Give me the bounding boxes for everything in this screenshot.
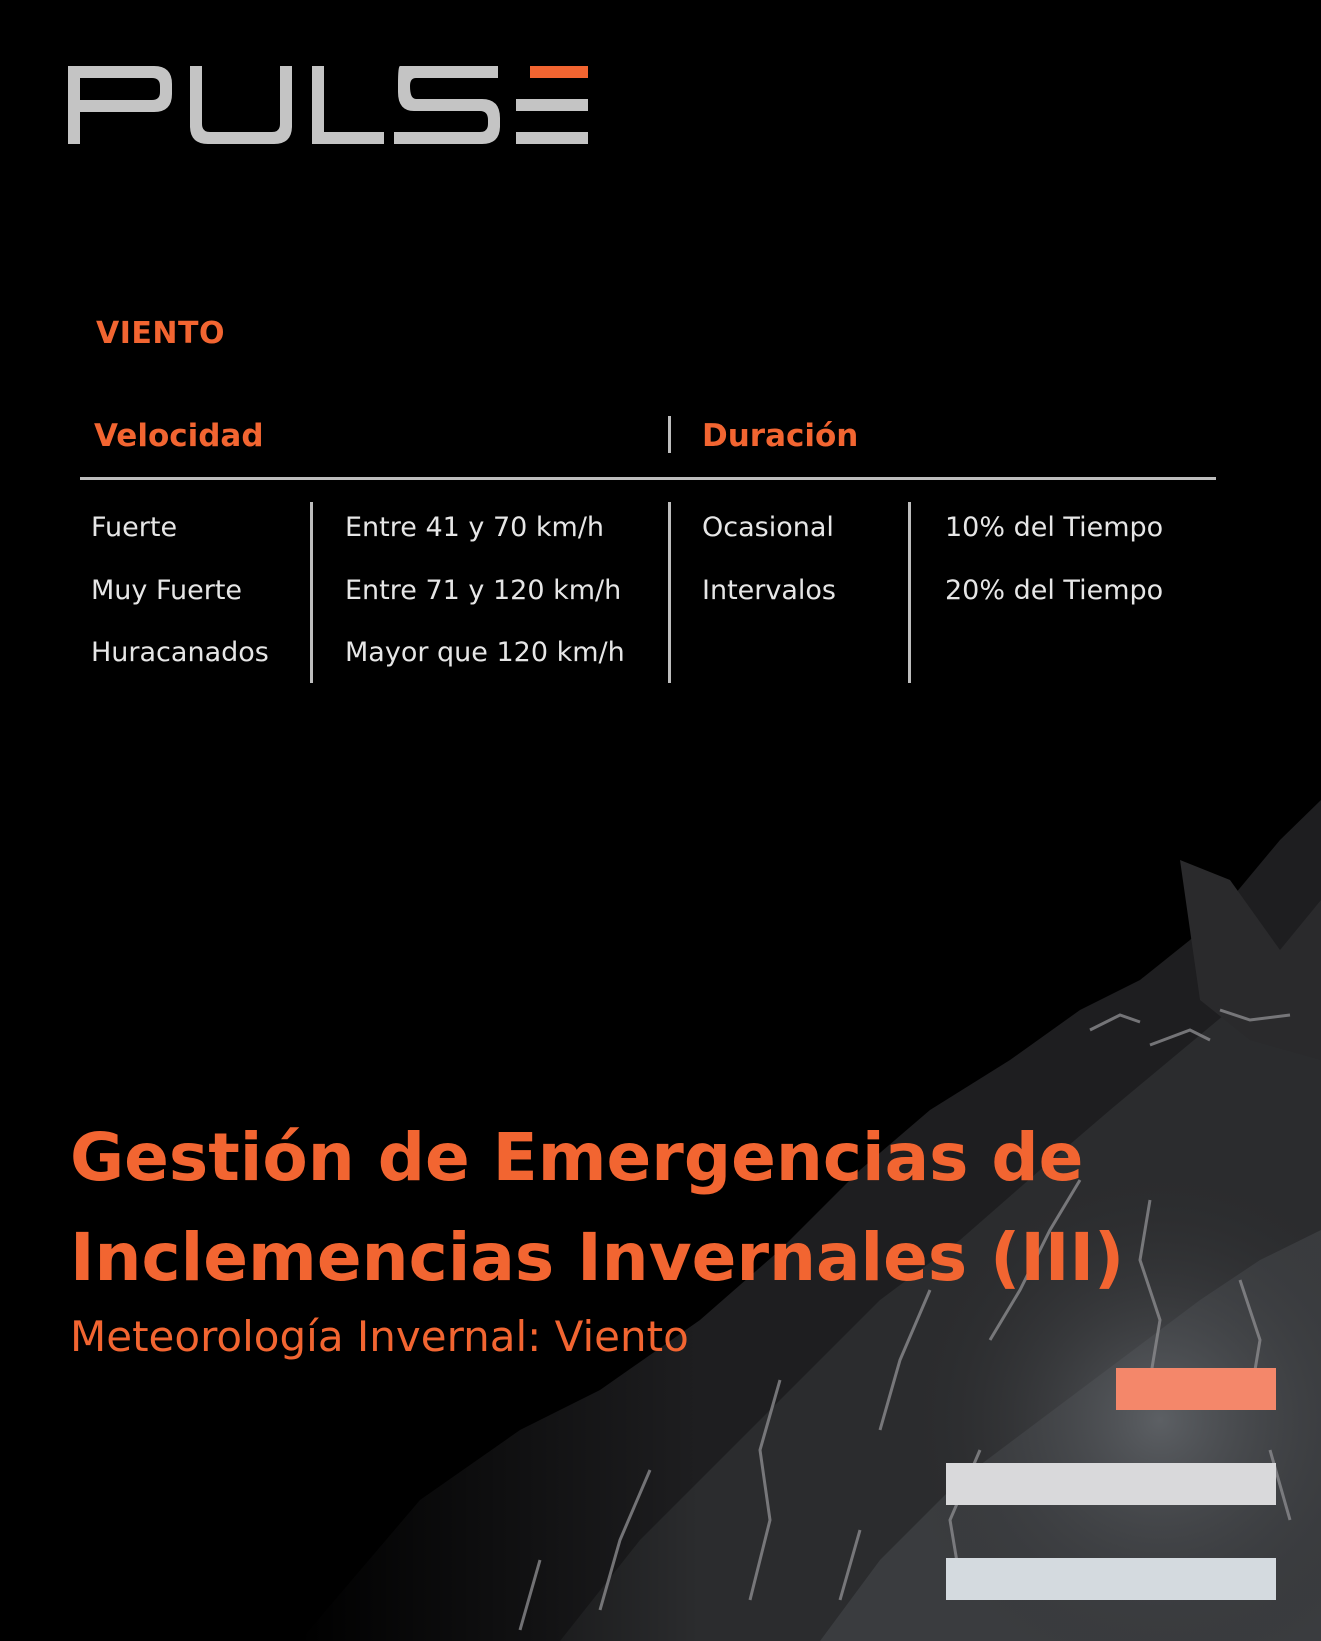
column-divider	[908, 502, 911, 683]
decorative-bar-grey	[946, 1558, 1276, 1600]
velocidad-value: Entre 71 y 120 km/h	[345, 575, 622, 606]
duracion-value: 10% del Tiempo	[945, 512, 1164, 543]
decorative-bar-grey	[946, 1463, 1276, 1505]
velocidad-value: Entre 41 y 70 km/h	[345, 512, 605, 543]
main-title	[70, 1108, 1124, 1308]
velocidad-label: Fuerte	[91, 512, 178, 543]
table-rule	[80, 477, 1216, 480]
duracion-value: 20% del Tiempo	[945, 575, 1164, 606]
header-velocidad: Velocidad	[94, 418, 264, 454]
header-divider	[668, 416, 671, 453]
subtitle: Meteorología Invernal: Viento	[70, 1312, 689, 1361]
velocidad-value: Mayor que 120 km/h	[345, 637, 625, 668]
velocidad-label: Huracanados	[91, 637, 269, 668]
section-title: VIENTO	[96, 316, 225, 351]
main-title-line1: Gestión de Emergencias de	[70, 1119, 1084, 1196]
main-title-line2: Inclemencias Invernales (III)	[70, 1219, 1125, 1296]
duracion-label: Ocasional	[702, 512, 834, 543]
velocidad-label: Muy Fuerte	[91, 575, 243, 606]
column-divider	[310, 502, 313, 683]
decorative-bar-orange	[1116, 1368, 1276, 1410]
header-duracion: Duración	[702, 418, 859, 454]
duracion-label: Intervalos	[702, 575, 836, 606]
pulse-logo	[68, 66, 588, 144]
column-divider	[668, 502, 671, 683]
